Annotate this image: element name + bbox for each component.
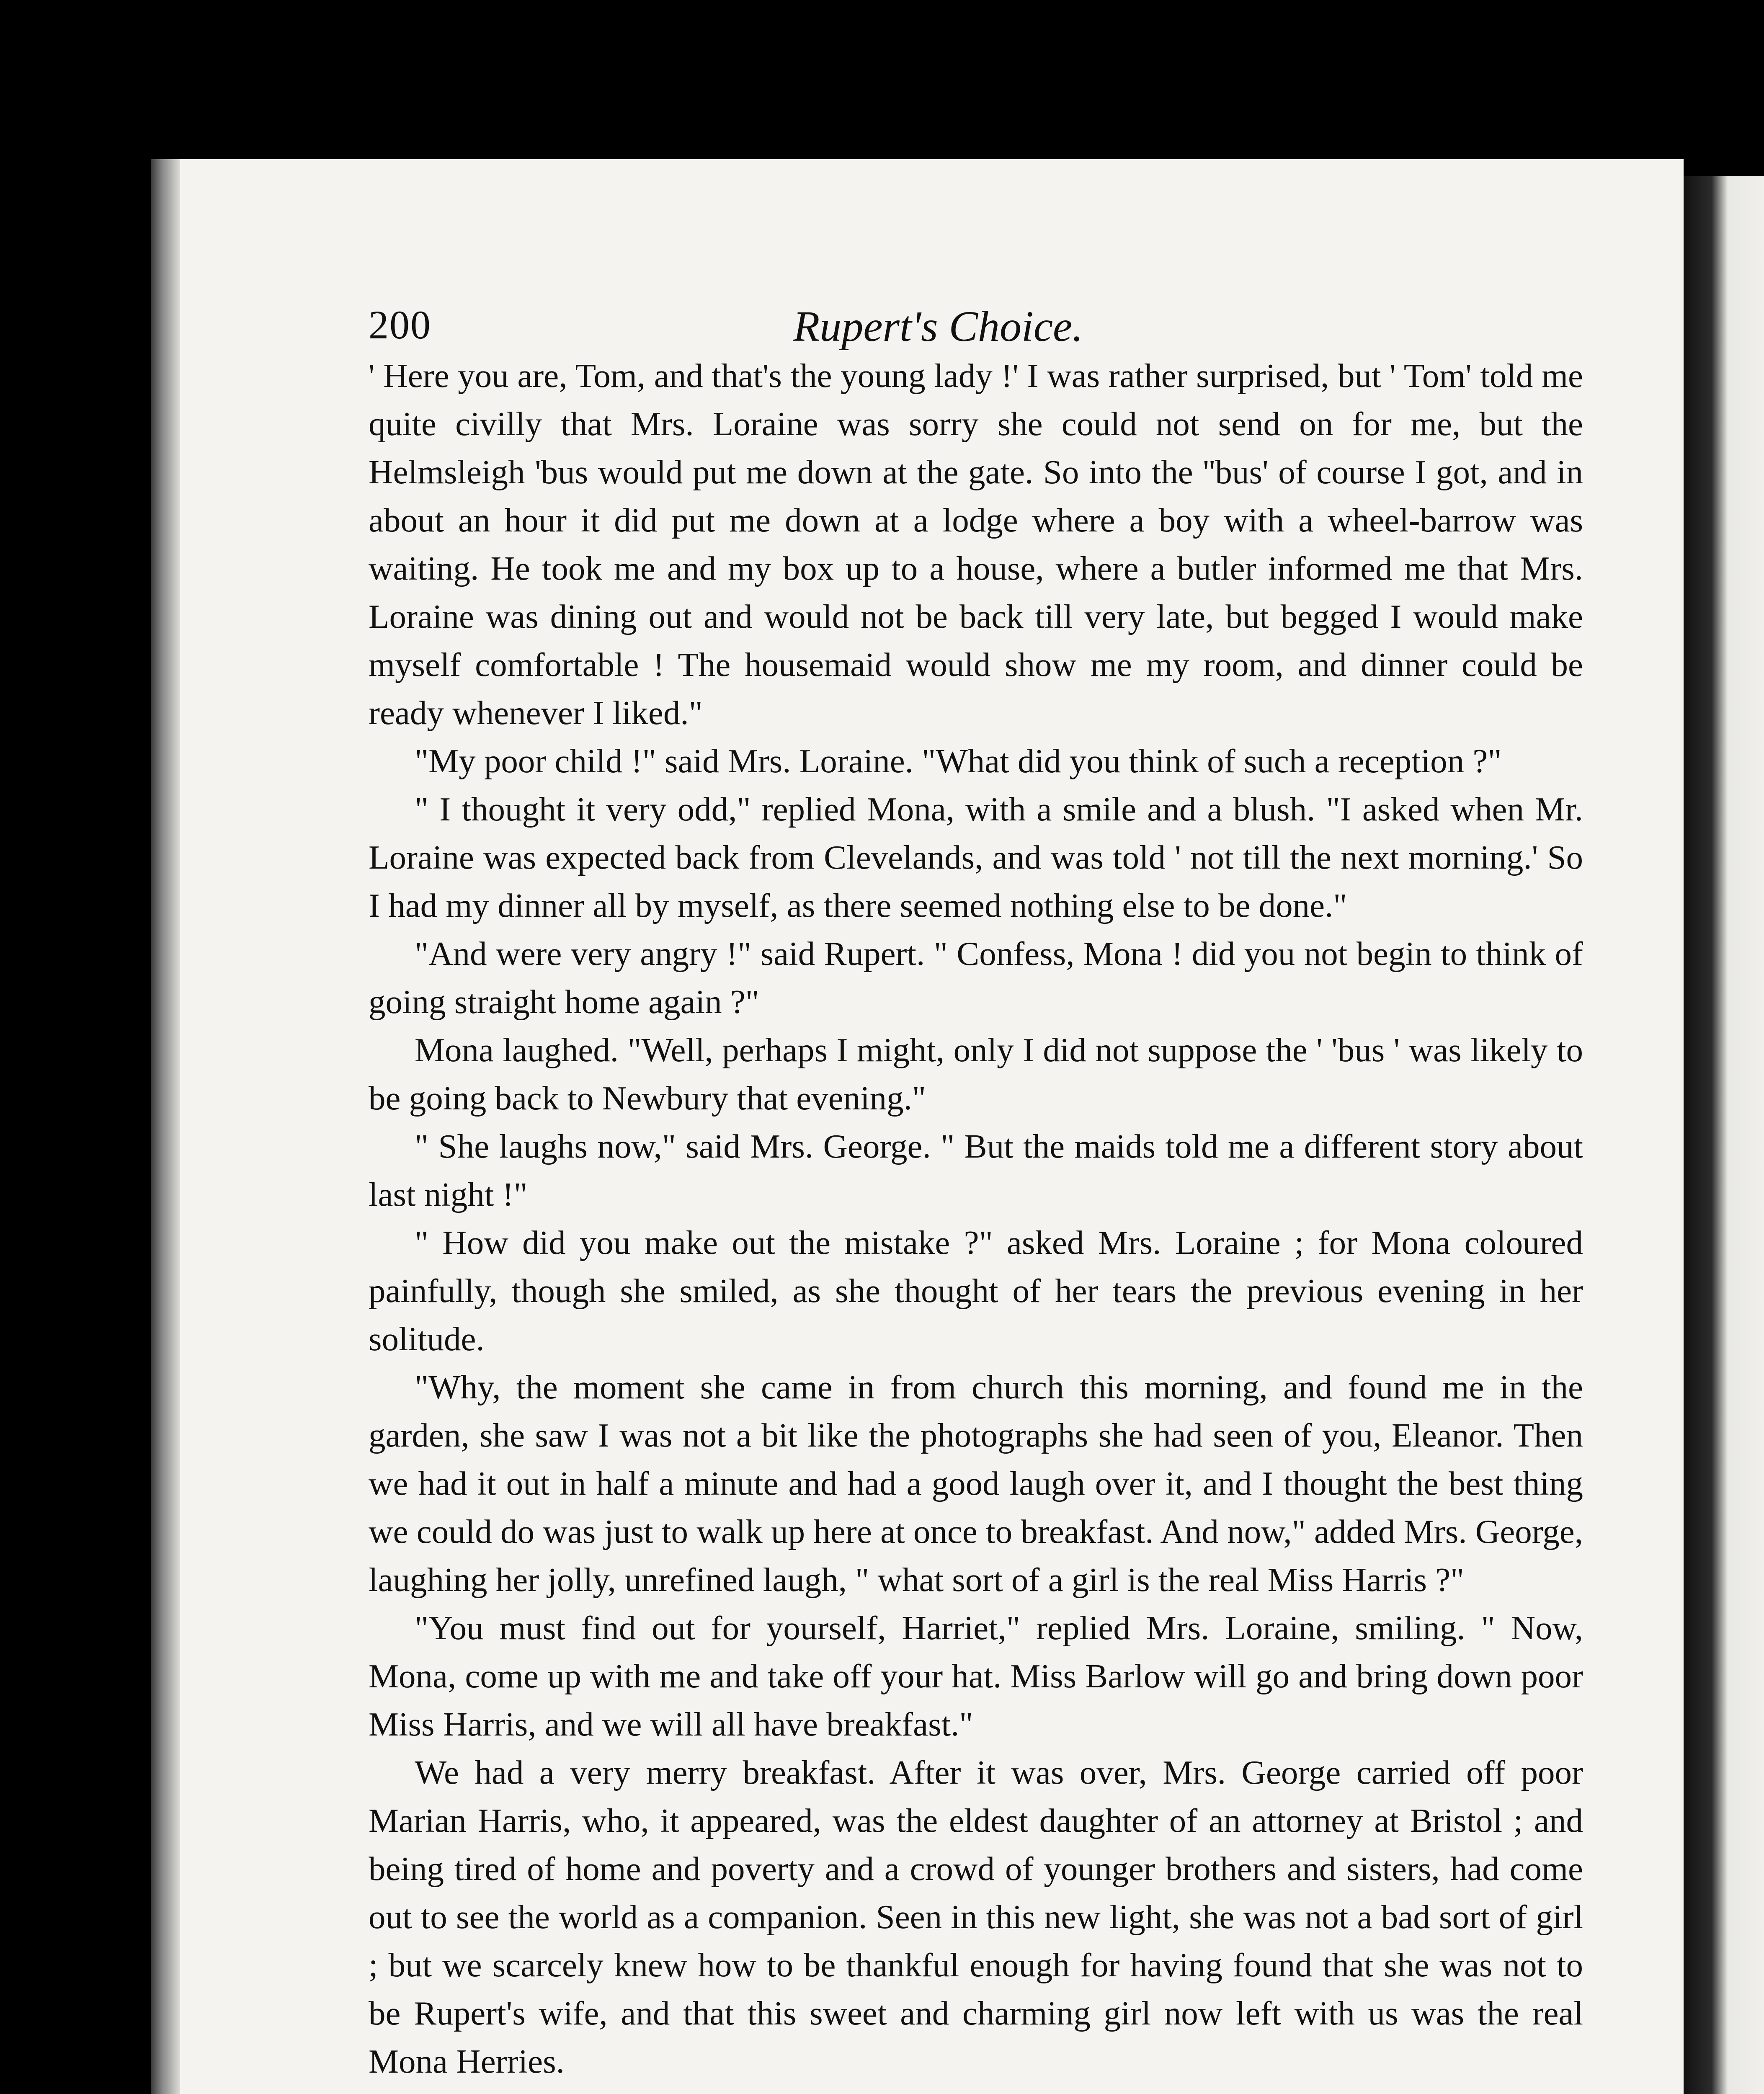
book-page [151,159,1684,2094]
running-title: Rupert's Choice. [793,302,1083,351]
paragraph-6: " She laughs now," said Mrs. George. " But the maids told me a different story about last night !" [369,1127,1583,1213]
paragraph-5: Mona laughed. "Well, perhaps I might, only I did not suppose the ' 'bus ' was likely to be going back to Newbury that evening." [369,1031,1583,1117]
facing-page-edge [1684,176,1764,2094]
paragraph-7: " How did you make out the mistake ?" asked Mrs. Loraine ; for Mona coloured painfully, though she smiled, as she thought of her tears the previous evening in her solitude. [369,1224,1583,1358]
paragraph-2: "My poor child !" said Mrs. Loraine. "What did you think of such a reception ?" [415,742,1502,780]
paragraph-3: " I thought it very odd," replied Mona, with a smile and a blush. "I asked when Mr. Loraine was expected back from Clevelands, and was told ' not till the next morning.' So I had my dinner all by myself, as there seemed nothing else to be done." [369,790,1583,924]
paragraph-10: We had a very merry breakfast. After it was over, Mrs. George carried off poor Marian Harris, who, it appeared, was the eldest daughter of an attorney at Bristol ; and being tired of home and poverty and a crowd of younger brothers and sisters, had come out to see the world as a companion. Seen in this new light, she was not a bad sort of girl ; but we scarcely knew how to be thankful enough for having found that she was not to be Rupert's wife, and that this sweet and charming girl now left with us was the real Mona Herries. [369,1754,1583,2080]
paragraph-4: "And were very angry !" said Rupert. " Confess, Mona ! did you not begin to think of going straight home again ?" [369,935,1583,1021]
paragraph-8: "Why, the moment she came in from church this morning, and found me in the garden, she saw I was not a bit like the photographs she had seen of you, Eleanor. Then we had it out in half a minute and had a good laugh over it, and I thought the best thing we could do was just to walk up here at once to breakfast. And now," added Mrs. George, laughing her jolly, unrefined laugh, " what sort of a girl is the real Miss Harris ?" [369,1368,1583,1599]
paragraph-1: ' Here you are, Tom, and that's the young lady !' I was rather surprised, but ' Tom' told me quite civilly that Mrs. Loraine was sorry she could not send on for me, but the Helmsleigh 'bus would put me down at the gate. So into the ''bus' of course I got, and in about an hour it did put me down at a lodge where a boy with a wheel-barrow was waiting. He took me and my box up to a house, where a butler informed me that Mrs. Loraine was dining out and would not be back till very late, but begged I would make myself comfortable ! The housemaid would show me my room, and dinner could be ready whenever I liked." [369,357,1583,732]
page-number: 200 [369,302,431,347]
paragraph-9: "You must find out for yourself, Harriet," replied Mrs. Loraine, smiling. " Now, Mona, come up with me and take off your hat. Miss Barlow will go and bring down poor Miss Harris, and we will all have breakfast." [369,1609,1583,1743]
body-text [369,352,1583,2086]
